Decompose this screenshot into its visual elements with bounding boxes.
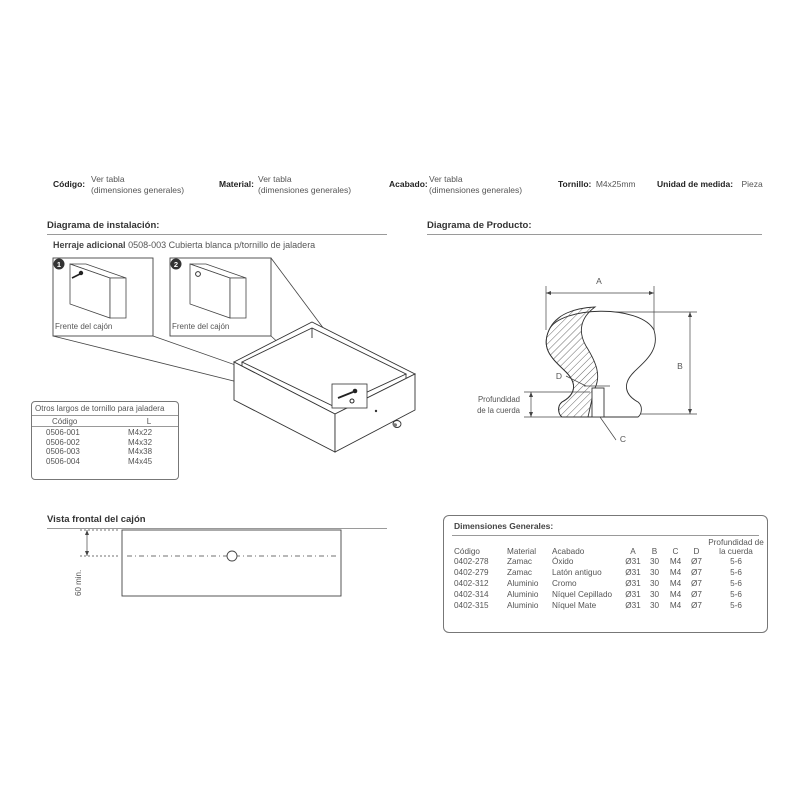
dimensions-panel [443,515,768,633]
spec-material-label: Material: [219,179,254,189]
dimensions-table [454,538,765,611]
table-row: 0506-003 M4x38 [46,447,153,457]
product-title: Diagrama de Producto: [427,220,532,231]
spec-unidad-label: Unidad de medida: [657,179,734,189]
table-header-row: Código Material Acabado A B C D Profundidad de la cuerda [454,538,764,556]
front-dimension-label: 60 min. [74,569,83,596]
screw-table-title: Otros largos de tornillo para jaladera [35,404,165,413]
spec-tornillo-label: Tornillo: [558,179,592,189]
step1-caption: Frente del cajón [55,322,113,331]
dimensions-title: Dimensiones Generales: [454,521,554,531]
step2-number: 2 [173,260,179,269]
spec-acabado-label: Acabado: [389,179,428,189]
drawer-front [122,530,341,596]
step2-caption: Frente del cajón [172,322,230,331]
table-row: 0402-278 Zamac Óxido Ø31 30 M4 Ø7 5-6 [454,557,742,566]
table-row: 0402-312 Aluminio Cromo Ø31 30 M4 Ø7 5-6 [454,579,742,588]
spec-codigo-label: Código: [53,179,86,189]
spec-unidad-value: Pieza [741,179,763,189]
dim-d-label: D [555,371,563,381]
table-row: 0506-004 M4x45 [46,456,153,466]
spec-codigo-value: Ver tabla (dimensiones generales) [91,174,185,195]
step1-number: 1 [56,260,62,269]
dim-c-label: C [619,434,627,444]
table-row: 0506-002 M4x32 [46,437,153,447]
table-row: 0402-279 Zamac Latón antiguo Ø31 30 M4 Ø7 5-6 [454,568,742,577]
col-header-codigo: Código [52,417,78,426]
table-row: 0402-315 Aluminio Níquel Mate Ø31 30 M4 Ø7 5-6 [454,601,742,610]
spec-material-value: Ver tabla (dimensiones generales) [258,174,352,195]
col-header-l: L [146,417,152,426]
herraje-value: 0508-003 Cubierta blanca p/tornillo de jaladera [128,240,316,250]
depth-label-2: de la cuerda [477,406,520,415]
spec-acabado-value: Ver tabla (dimensiones generales) [429,174,523,195]
front-view-title: Vista frontal del cajón [47,514,146,525]
dim-a-label: A [596,276,602,286]
dim-b-label: B [677,361,683,371]
table-row: 0402-314 Aluminio Níquel Cepillado Ø31 30 M4 Ø7 5-6 [454,590,742,599]
spec-tornillo-value: M4x25mm [595,179,636,189]
installation-title: Diagrama de instalación: [47,220,160,231]
herraje-label: Herraje adicional [53,240,126,250]
table-row: 0506-001 M4x22 [46,428,153,438]
knob-hole [227,551,237,561]
depth-label-1: Profundidad [477,395,520,404]
